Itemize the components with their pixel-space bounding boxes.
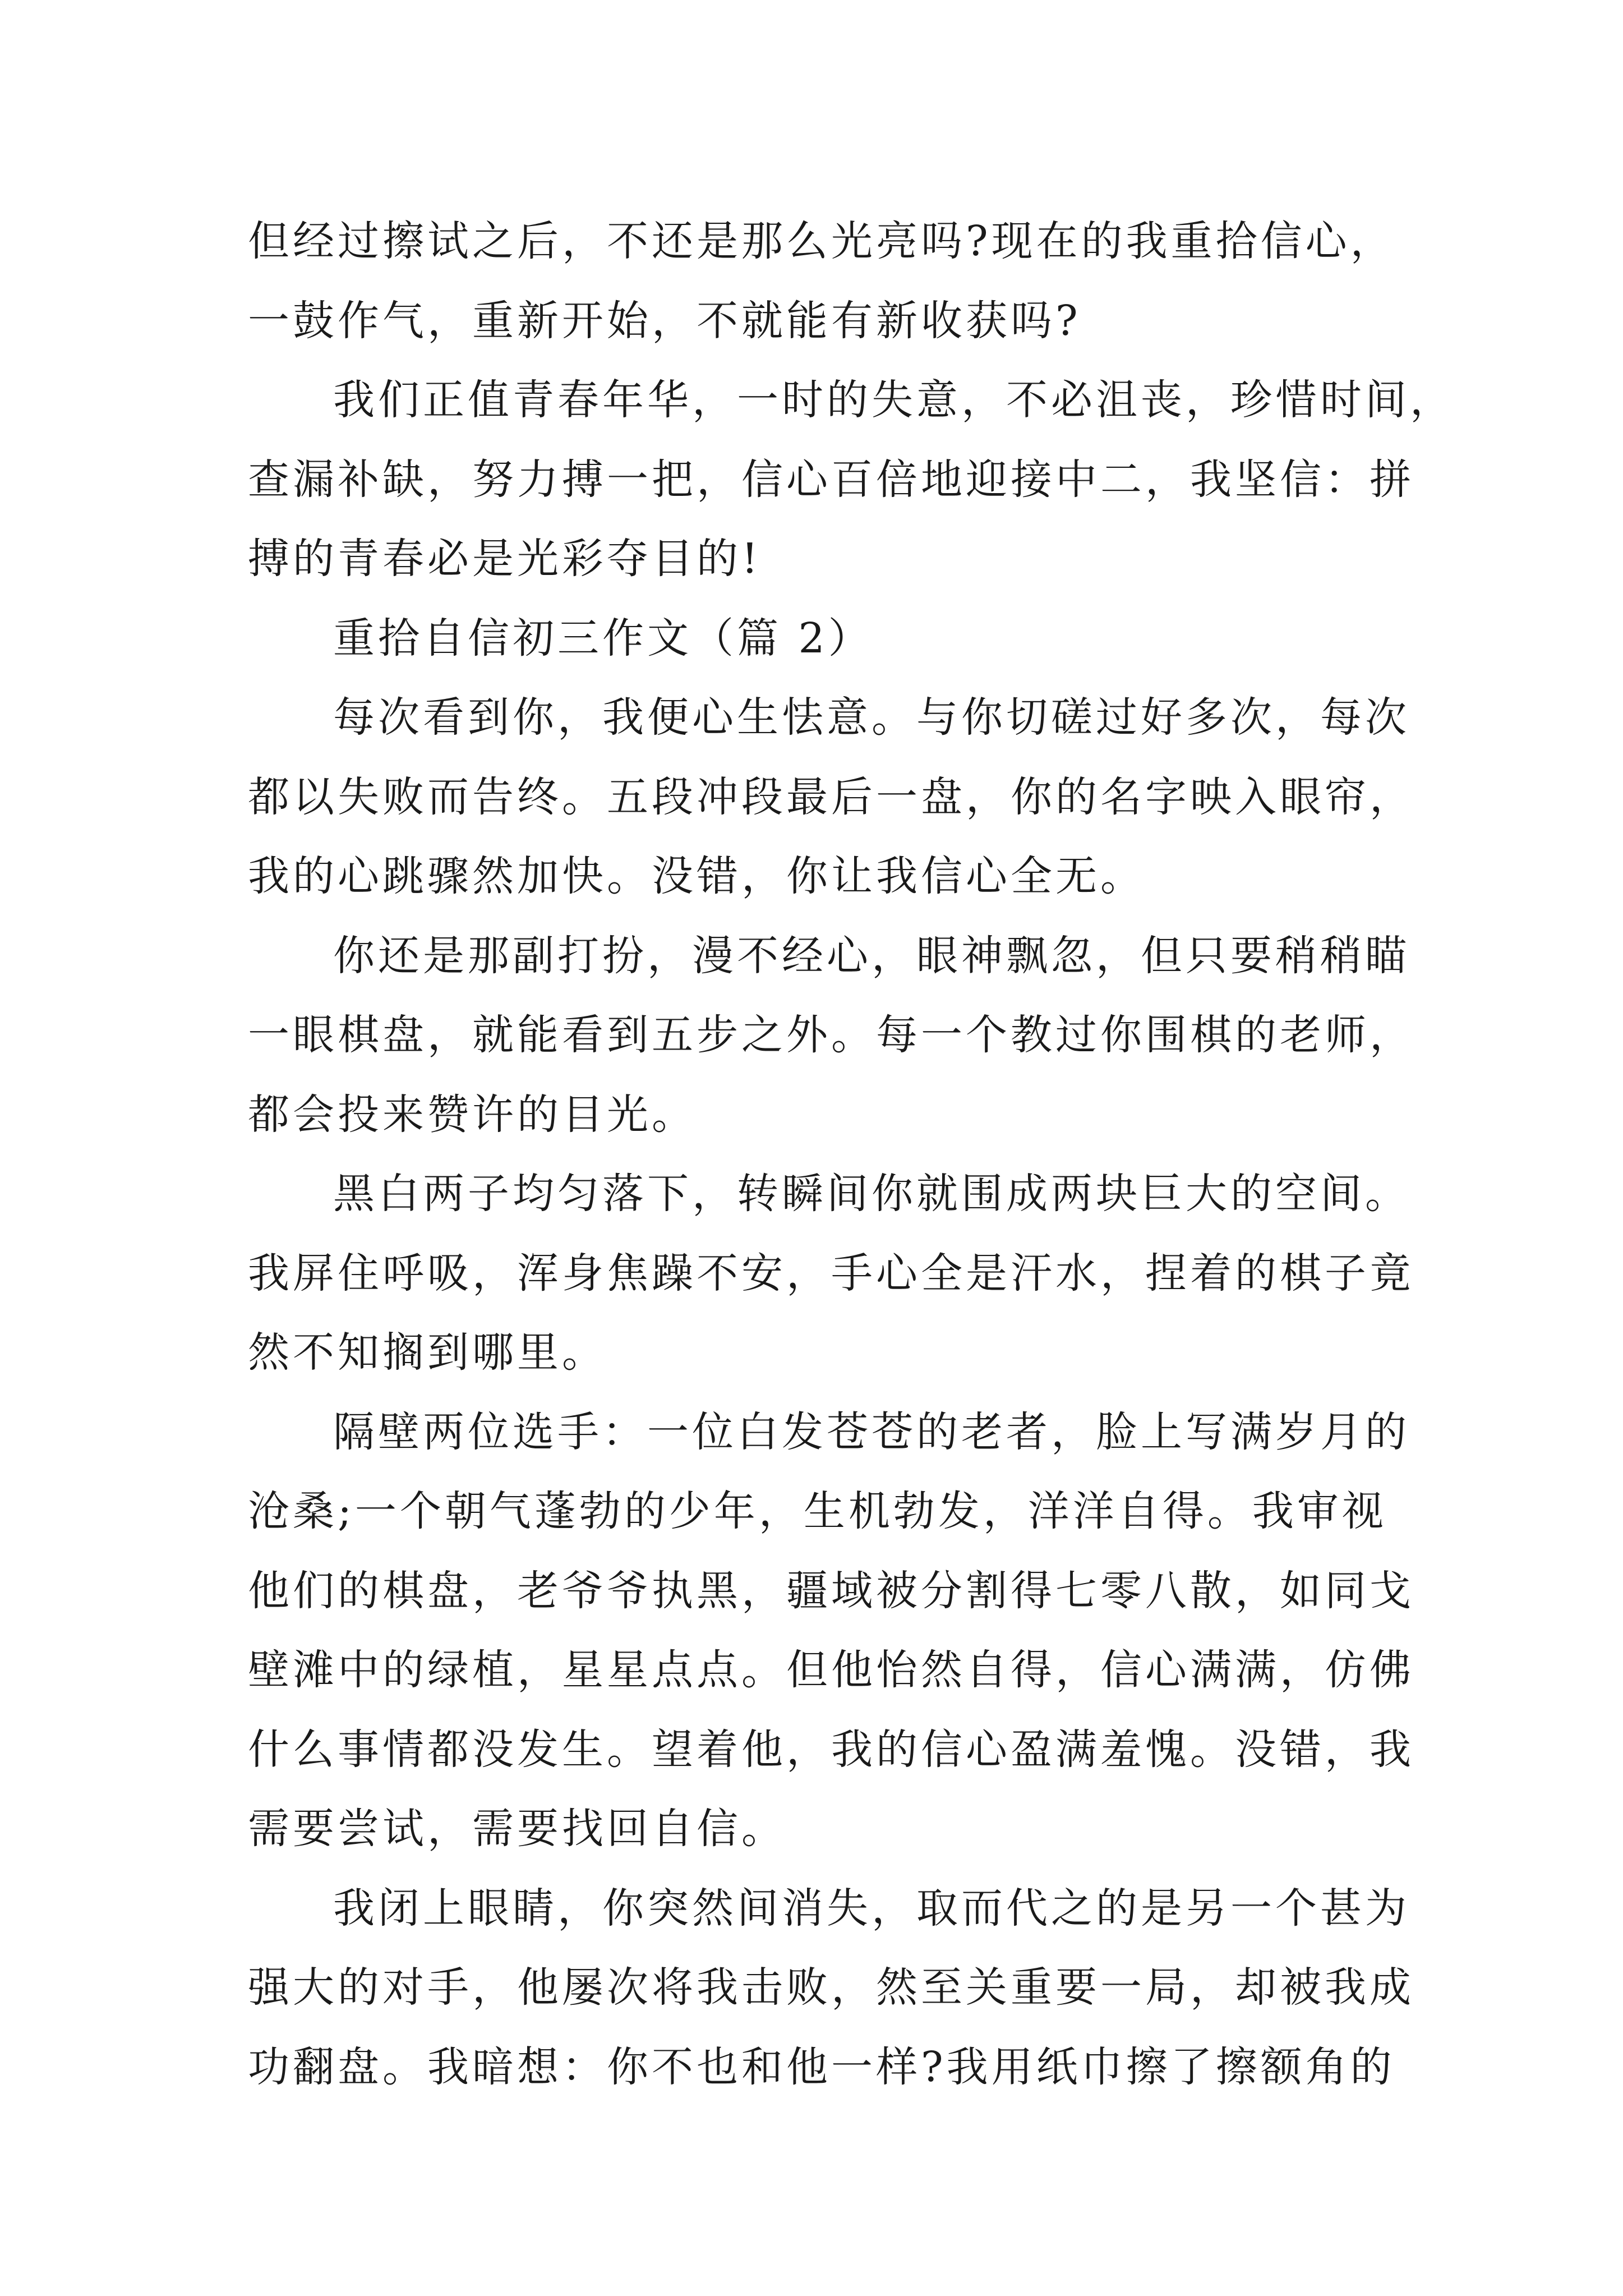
- text-line: 他们的棋盘，老爷爷执黑，疆域被分割得七零八散，如同戈: [248, 1566, 1414, 1615]
- text-line: 一眼棋盘，就能看到五步之外。每一个教过你围棋的老师，: [248, 1011, 1414, 1059]
- text-line: 都会投来赞许的目光。: [248, 1090, 697, 1139]
- text-line: 沧桑;一个朝气蓬勃的少年，生机勃发，洋洋自得。我审视: [248, 1487, 1387, 1535]
- text-line: 需要尝试，需要找回自信。: [248, 1805, 786, 1853]
- text-line: 每次看到你，我便心生怯意。与你切磋过好多次，每次: [333, 693, 1410, 742]
- text-line: 隔壁两位选手：一位白发苍苍的老者，脸上写满岁月的: [333, 1407, 1410, 1456]
- text-line: 你还是那副打扮，漫不经心，眼神飘忽，但只要稍稍瞄: [333, 931, 1410, 980]
- text-line: 我屏住呼吸，浑身焦躁不安，手心全是汗水，捏着的棋子竟: [248, 1249, 1414, 1297]
- text-line: 我们正值青春年华，一时的失意，不必沮丧，珍惜时间，: [333, 376, 1455, 424]
- text-line: 什么事情都没发生。望着他，我的信心盈满羞愧。没错，我: [248, 1725, 1414, 1774]
- text-line: 黑白两子均匀落下，转瞬间你就围成两块巨大的空间。: [333, 1170, 1410, 1218]
- text-line: 一鼓作气，重新开始，不就能有新收获吗?: [248, 296, 1081, 345]
- text-line: 但经过擦试之后，不还是那么光亮吗?现在的我重拾信心，: [248, 217, 1395, 265]
- text-line: 都以失败而告终。五段冲段最后一盘，你的名字映入眼帘，: [248, 772, 1414, 821]
- text-line: 我的心跳骤然加快。没错，你让我信心全无。: [248, 852, 1145, 900]
- text-line: 功翻盘。我暗想：你不也和他一样?我用纸巾擦了擦额角的: [248, 2042, 1395, 2091]
- text-line: 然不知搁到哪里。: [248, 1328, 607, 1377]
- text-line: 我闭上眼睛，你突然间消失，取而代之的是另一个甚为: [333, 1884, 1410, 1932]
- text-line: 搏的青春必是光彩夺目的!: [248, 535, 762, 583]
- text-line: 查漏补缺，努力搏一把，信心百倍地迎接中二，我坚信：拼: [248, 455, 1414, 504]
- text-line: 重拾自信初三作文（篇 2）: [333, 614, 873, 662]
- document-body: [248, 202, 1455, 2107]
- text-line: 壁滩中的绿植，星星点点。但他怡然自得，信心满满，仿佛: [248, 1646, 1414, 1694]
- text-line: 强大的对手，他屡次将我击败，然至关重要一局，却被我成: [248, 1963, 1414, 2012]
